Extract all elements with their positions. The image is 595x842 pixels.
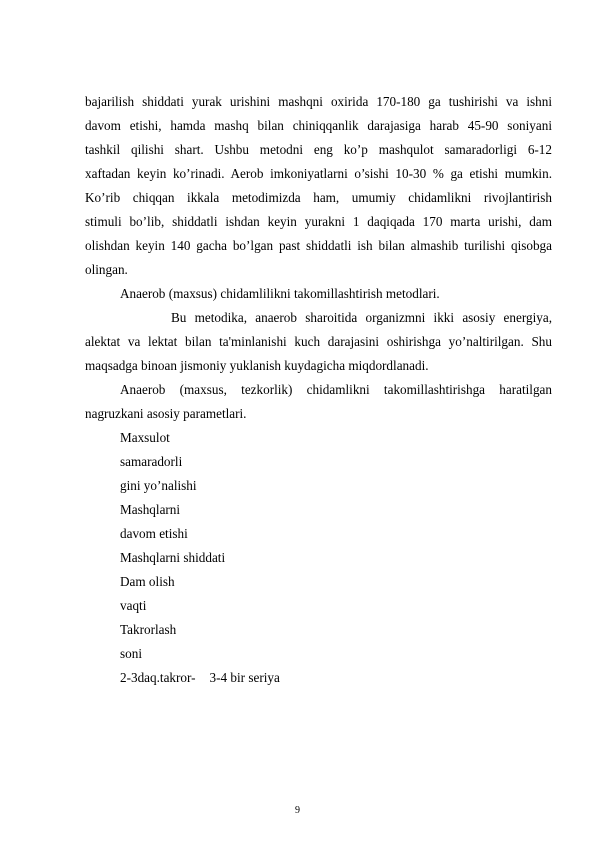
text-line: xaftadan keyin ko’rinadi. Aerob imkoniyatlarni o’sishi 10-30 % ga etishi mumkin. <box>85 166 552 181</box>
text-line: nagruzkani asosiy parametlari. <box>85 406 247 421</box>
text-line: Bu metodika, anaerob sharoitida organizmni ikki asosiy energiya, <box>171 310 552 325</box>
paragraph-2 <box>85 306 552 378</box>
text-line: Ko’rib chiqqan ikkala metodimizda ham, umumiy chidamlikni rivojlantirish <box>85 190 552 205</box>
section-heading: Anaerob (maxsus) chidamlilikni takomillashtirish metodlari. <box>120 286 440 301</box>
param-line: Takrorlash <box>120 622 177 637</box>
param-line: Dam olish <box>120 574 175 589</box>
text-line: stimuli bo’lib, shiddatli ishdan keyin yurakni 1 daqiqada 170 marta urishi, dam <box>85 214 552 229</box>
param-cell: 2-3daq.takror- <box>120 670 196 685</box>
paragraph-3 <box>85 378 552 426</box>
param-line: Maxsulot <box>120 430 170 445</box>
param-line: soni <box>120 646 142 661</box>
param-last-row <box>120 666 280 690</box>
param-line: davom etishi <box>120 526 188 541</box>
text-line: olishdan keyin 140 gacha bo’lgan past shiddatli ish bilan almashib turilishi qisobga <box>85 238 552 253</box>
param-line: Mashqlarni <box>120 502 181 517</box>
param-line: gini yo’nalishi <box>120 478 197 493</box>
text-line: alektat va lektat bilan ta'minlanishi kuch darajasini oshirishga yo’naltirilgan. Shu <box>85 334 552 349</box>
text-line: bajarilish shiddati yurak urishini mashqni oxirida 170-180 ga tushirishi va ishni <box>85 94 552 109</box>
text-line: maqsadga binoan jismoniy yuklanish kuydagicha miqdordlanadi. <box>85 358 429 373</box>
page-number: 9 <box>295 805 300 816</box>
param-line: vaqti <box>120 598 147 613</box>
param-line: Mashqlarni shiddati <box>120 550 226 565</box>
text-line: Anaerob (maxsus, tezkorlik) chidamlikni takomillashtirishga haratilgan <box>120 382 552 397</box>
text-line: tashkil qilishi shart. Ushbu metodni eng ko’p mashqulot samaradorligi 6-12 <box>85 142 552 157</box>
param-cell: 3-4 bir seriya <box>209 670 280 685</box>
param-line: samaradorli <box>120 454 183 469</box>
text-line: davom etishi, hamda mashq bilan chiniqqanlik darajasiga harab 45-90 soniyani <box>85 118 552 133</box>
paragraph-1 <box>85 90 552 282</box>
text-line: olingan. <box>85 262 128 277</box>
